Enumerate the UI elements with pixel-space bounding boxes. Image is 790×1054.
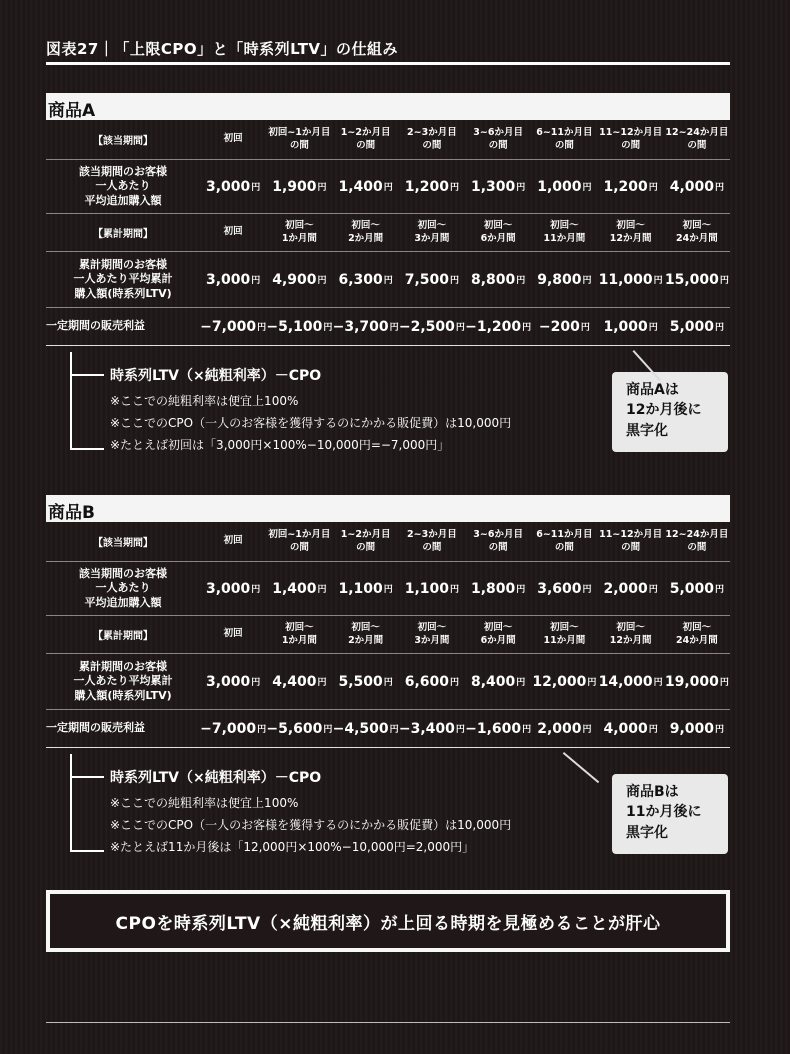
yen-unit: 円	[719, 678, 729, 688]
value-cell	[200, 308, 266, 345]
value-number: −3,700	[332, 318, 389, 335]
yen-unit: 円	[383, 678, 393, 688]
value-number: 1,800	[470, 580, 516, 597]
yen-unit: 円	[648, 725, 658, 735]
period-header-cell: 初回〜 12か月間	[609, 622, 652, 646]
note-line: ※ここでのCPO（一人のお客様を獲得するのにかかる販促費）は10,000円	[110, 416, 512, 430]
value-cell	[200, 710, 266, 747]
yen-unit: 円	[648, 585, 658, 595]
value-number: 6,300	[338, 271, 383, 288]
value-cell	[333, 562, 399, 615]
value-cell	[266, 252, 332, 307]
avg-purchase-label: 該当期間のお客様 一人あたり 平均追加購入額	[79, 567, 167, 609]
value-number: 9,000	[669, 720, 715, 737]
period-header-cell: 初回〜 11か月間	[543, 622, 586, 646]
yen-unit: 円	[516, 678, 526, 688]
value-number: 8,400	[470, 673, 516, 690]
value-cell	[465, 654, 531, 709]
value-cell	[200, 562, 266, 615]
yen-unit: 円	[715, 183, 725, 193]
value-number: 1,100	[338, 580, 383, 597]
value-cell	[333, 710, 399, 747]
period-header-cell: 初回〜 3か月間	[414, 622, 450, 646]
avg-purchase-row	[46, 160, 730, 214]
period-header-cell: 12~24か月目 の間	[665, 127, 729, 151]
value-number: −5,600	[266, 720, 323, 737]
yen-unit: 円	[516, 276, 526, 286]
period-header-cell: 初回~1か月目 の間	[268, 127, 331, 151]
period-header-cell: 初回~1か月目 の間	[268, 529, 331, 553]
value-number: 4,000	[603, 720, 648, 737]
value-number: 1,300	[470, 178, 516, 195]
value-number: 3,600	[537, 580, 582, 597]
value-number: 1,000	[603, 318, 648, 335]
period-header-cell: 11~12か月目 の間	[599, 127, 663, 151]
period-header-cell: 2~3か月目 の間	[407, 529, 457, 553]
value-cell	[200, 252, 266, 307]
value-number: 3,000	[205, 673, 251, 690]
value-number: 2,000	[537, 720, 582, 737]
period-header-cell: 初回〜 2か月間	[348, 220, 384, 244]
value-number: 5,500	[338, 673, 383, 690]
avg-purchase-row	[46, 562, 730, 616]
cumulative-label: 【累計期間】	[93, 631, 153, 642]
value-cell	[598, 160, 664, 213]
value-cell	[598, 252, 664, 307]
period-header-cell: 初回	[223, 133, 243, 145]
value-cell	[598, 562, 664, 615]
note-line: ※ここでのCPO（一人のお客様を獲得するのにかかる販促費）は10,000円	[110, 818, 512, 832]
value-cell	[664, 710, 730, 747]
callout-pointer	[563, 752, 600, 783]
conclusion-box	[46, 890, 730, 952]
period-header-cell: 初回〜 2か月間	[348, 622, 384, 646]
period-header-cell: 初回〜 1か月間	[281, 622, 317, 646]
value-cell	[598, 654, 664, 709]
value-number: −1,600	[465, 720, 522, 737]
figure-title: 図表27｜「上限CPO」と「時系列LTV」の仕組み	[46, 40, 399, 58]
yen-unit: 円	[450, 183, 460, 193]
yen-unit: 円	[587, 678, 597, 688]
yen-unit: 円	[450, 585, 460, 595]
title-rule	[46, 62, 730, 65]
yen-unit: 円	[582, 183, 592, 193]
value-cell	[531, 654, 597, 709]
value-number: −4,500	[332, 720, 389, 737]
value-number: 5,000	[669, 318, 715, 335]
cumulative-header-row	[46, 616, 730, 654]
value-cell	[266, 308, 332, 345]
value-cell	[399, 308, 465, 345]
value-cell	[266, 562, 332, 615]
value-number: 3,000	[205, 271, 251, 288]
value-cell	[465, 252, 531, 307]
yen-unit: 円	[383, 276, 393, 286]
period-header-cell: 初回〜 1か月間	[281, 220, 317, 244]
period-header-cell: 12~24か月目 の間	[665, 529, 729, 553]
value-number: 4,000	[669, 178, 715, 195]
value-number: 1,400	[338, 178, 383, 195]
value-cell	[531, 160, 597, 213]
value-cell	[333, 308, 399, 345]
value-cell	[531, 308, 597, 345]
period-header-row	[46, 522, 730, 562]
value-cell	[465, 308, 531, 345]
value-number: 2,000	[603, 580, 648, 597]
yen-unit: 円	[455, 725, 465, 735]
value-cell	[465, 160, 531, 213]
value-number: 1,200	[404, 178, 450, 195]
value-cell	[465, 562, 531, 615]
value-cell	[399, 562, 465, 615]
yen-unit: 円	[383, 183, 393, 193]
period-header-cell: 1~2か月目 の間	[340, 529, 391, 553]
product-a-notes	[46, 352, 730, 462]
value-cell	[399, 654, 465, 709]
yen-unit: 円	[317, 183, 327, 193]
yen-unit: 円	[450, 678, 460, 688]
value-number: 8,800	[470, 271, 516, 288]
value-cell	[266, 654, 332, 709]
value-number: 1,200	[603, 178, 648, 195]
value-number: 12,000	[532, 673, 587, 690]
period-header-cell: 初回〜 11か月間	[543, 220, 586, 244]
value-number: −7,000	[200, 720, 257, 737]
yen-unit: 円	[522, 323, 532, 333]
period-header-cell: 初回	[223, 226, 243, 238]
yen-unit: 円	[653, 678, 663, 688]
value-cell	[399, 160, 465, 213]
profit-row	[46, 308, 730, 346]
period-header-cell: 初回〜 6か月間	[480, 622, 516, 646]
formula: 時系列LTV（×純粗利率）－CPO	[110, 770, 322, 786]
period-label: 【該当期間】	[93, 136, 153, 147]
value-number: 3,000	[205, 580, 251, 597]
value-cell	[266, 710, 332, 747]
value-cell	[664, 160, 730, 213]
value-number: −200	[538, 318, 580, 335]
yen-unit: 円	[516, 183, 526, 193]
value-cell	[333, 252, 399, 307]
value-number: 15,000	[664, 271, 719, 288]
cumulative-header-row	[46, 214, 730, 252]
value-number: 3,000	[205, 178, 251, 195]
value-cell	[266, 160, 332, 213]
product-b-section	[46, 495, 730, 748]
yen-unit: 円	[251, 585, 261, 595]
value-number: 4,400	[272, 673, 317, 690]
value-number: 4,900	[272, 271, 317, 288]
value-cell	[531, 562, 597, 615]
profit-label: 一定期間の販売利益	[46, 721, 145, 735]
value-cell	[333, 160, 399, 213]
value-cell	[531, 252, 597, 307]
period-header-cell: 初回	[223, 535, 243, 547]
yen-unit: 円	[323, 323, 333, 333]
value-number: 1,400	[272, 580, 317, 597]
period-header-cell: 6~11か月目 の間	[536, 529, 593, 553]
value-cell	[333, 654, 399, 709]
yen-unit: 円	[257, 323, 267, 333]
yen-unit: 円	[582, 276, 592, 286]
bracket-vertical	[70, 754, 72, 852]
period-header-cell: 初回〜 3か月間	[414, 220, 450, 244]
yen-unit: 円	[648, 323, 658, 333]
product-a-title: 商品A	[46, 93, 730, 120]
period-header-cell: 初回〜 24か月間	[676, 622, 718, 646]
value-number: −1,200	[465, 318, 522, 335]
yen-unit: 円	[715, 725, 725, 735]
value-cell	[200, 654, 266, 709]
bracket-horizontal	[70, 374, 104, 376]
period-label: 【該当期間】	[93, 538, 153, 549]
note-line: ※たとえば11か月後は「12,000円×100%−10,000円=2,000円」	[110, 840, 475, 854]
yen-unit: 円	[383, 585, 393, 595]
value-number: 14,000	[598, 673, 653, 690]
yen-unit: 円	[317, 678, 327, 688]
yen-unit: 円	[317, 276, 327, 286]
yen-unit: 円	[389, 323, 399, 333]
bracket-horizontal	[70, 448, 104, 450]
value-cell	[399, 710, 465, 747]
yen-unit: 円	[251, 183, 261, 193]
yen-unit: 円	[323, 725, 333, 735]
yen-unit: 円	[251, 276, 261, 286]
value-number: 6,600	[404, 673, 450, 690]
note-line: ※ここでの純粗利率は便宜上100%	[110, 394, 299, 408]
cumulative-label: 【累計期間】	[93, 229, 153, 240]
value-cell	[598, 308, 664, 345]
note-line: ※たとえば初回は「3,000円×100%−10,000円=−7,000円」	[110, 438, 450, 452]
value-number: −3,400	[398, 720, 455, 737]
yen-unit: 円	[653, 276, 663, 286]
period-header-cell: 初回〜 12か月間	[609, 220, 652, 244]
value-number: 11,000	[598, 271, 653, 288]
period-header-cell: 3~6か月目 の間	[473, 529, 523, 553]
value-cell	[664, 252, 730, 307]
yen-unit: 円	[522, 725, 532, 735]
avg-purchase-label: 該当期間のお客様 一人あたり 平均追加購入額	[79, 165, 167, 207]
value-cell	[399, 252, 465, 307]
ltv-label: 累計期間のお客様 一人あたり平均累計 購入額(時系列LTV)	[73, 258, 173, 300]
period-header-cell: 初回〜 24か月間	[676, 220, 718, 244]
value-cell	[465, 710, 531, 747]
product-a-section	[46, 93, 730, 346]
value-cell	[531, 710, 597, 747]
breakeven-callout: 商品Bは 11か月後に 黒字化	[612, 774, 728, 854]
value-number: 1,000	[537, 178, 582, 195]
yen-unit: 円	[317, 585, 327, 595]
value-number: 7,500	[404, 271, 450, 288]
profit-row	[46, 710, 730, 748]
product-b-title: 商品B	[46, 495, 730, 522]
formula: 時系列LTV（×純粗利率）－CPO	[110, 368, 322, 384]
period-header-row	[46, 120, 730, 160]
bracket-horizontal	[70, 776, 104, 778]
period-header-cell: 1~2か月目 の間	[340, 127, 391, 151]
ltv-row	[46, 654, 730, 710]
yen-unit: 円	[719, 276, 729, 286]
ltv-label: 累計期間のお客様 一人あたり平均累計 購入額(時系列LTV)	[73, 660, 173, 702]
bottom-rule	[46, 1022, 730, 1023]
value-number: −7,000	[200, 318, 257, 335]
yen-unit: 円	[389, 725, 399, 735]
period-header-cell: 2~3か月目 の間	[407, 127, 457, 151]
value-number: −2,500	[398, 318, 455, 335]
period-header-cell: 初回	[223, 628, 243, 640]
profit-label: 一定期間の販売利益	[46, 319, 145, 333]
note-line: ※ここでの純粗利率は便宜上100%	[110, 796, 299, 810]
value-cell	[598, 710, 664, 747]
yen-unit: 円	[251, 678, 261, 688]
value-cell	[200, 160, 266, 213]
value-number: 19,000	[664, 673, 719, 690]
yen-unit: 円	[516, 585, 526, 595]
yen-unit: 円	[715, 323, 725, 333]
breakeven-callout: 商品Aは 12か月後に 黒字化	[612, 372, 728, 452]
yen-unit: 円	[257, 725, 267, 735]
period-header-cell: 3~6か月目 の間	[473, 127, 523, 151]
product-b-notes	[46, 754, 730, 864]
value-number: −5,100	[266, 318, 323, 335]
value-number: 9,800	[537, 271, 582, 288]
bracket-vertical	[70, 352, 72, 450]
conclusion-text: CPOを時系列LTV（×純粗利率）が上回る時期を見極めることが肝心	[50, 894, 726, 948]
bracket-horizontal	[70, 850, 104, 852]
yen-unit: 円	[582, 725, 592, 735]
yen-unit: 円	[455, 323, 465, 333]
period-header-cell: 11~12か月目 の間	[599, 529, 663, 553]
value-cell	[664, 562, 730, 615]
ltv-row	[46, 252, 730, 308]
value-number: 1,100	[404, 580, 450, 597]
yen-unit: 円	[450, 276, 460, 286]
value-number: 5,000	[669, 580, 715, 597]
value-number: 1,900	[272, 178, 317, 195]
yen-unit: 円	[715, 585, 725, 595]
yen-unit: 円	[648, 183, 658, 193]
value-cell	[664, 654, 730, 709]
yen-unit: 円	[580, 323, 590, 333]
value-cell	[664, 308, 730, 345]
period-header-cell: 6~11か月目 の間	[536, 127, 593, 151]
yen-unit: 円	[582, 585, 592, 595]
period-header-cell: 初回〜 6か月間	[480, 220, 516, 244]
